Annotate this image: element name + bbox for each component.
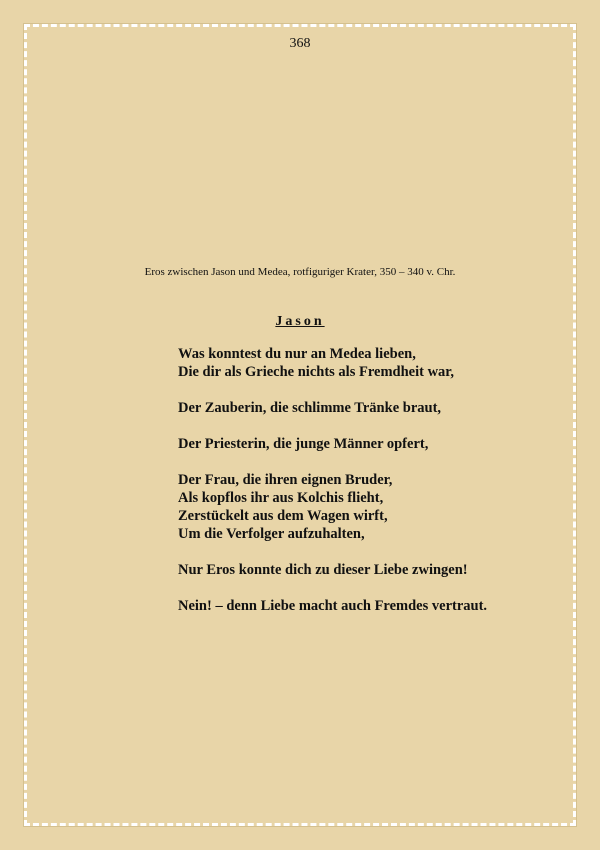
poem-line: Als kopflos ihr aus Kolchis flieht, [178, 490, 384, 506]
page-number: 368 [289, 36, 311, 51]
image-caption: Eros zwischen Jason und Medea, rotfiguriger Krater, 350 – 340 v. Chr. [144, 266, 456, 278]
poem-body [178, 345, 558, 633]
poem-line: Was konntest du nur an Medea lieben, [178, 346, 416, 362]
poem-line: Zerstückelt aus dem Wagen wirft, [178, 508, 388, 524]
stanza [178, 435, 558, 453]
poem-line: Der Frau, die ihren eignen Bruder, [178, 472, 393, 488]
stanza [178, 561, 558, 579]
poem-line: Nein! – denn Liebe macht auch Fremdes vertraut. [178, 598, 488, 614]
stanza [178, 399, 558, 417]
poem-line: Um die Verfolger aufzuhalten, [178, 526, 365, 542]
stanza [178, 345, 558, 381]
poem-line: Nur Eros konnte dich zu dieser Liebe zwingen! [178, 562, 468, 578]
stanza [178, 471, 558, 543]
poem-title: Jason [275, 314, 325, 329]
poem-line: Die dir als Grieche nichts als Fremdheit war, [178, 364, 455, 380]
poem-line: Der Zauberin, die schlimme Tränke braut, [178, 400, 442, 416]
poem-line: Der Priesterin, die junge Männer opfert, [178, 436, 429, 452]
stanza [178, 597, 558, 615]
